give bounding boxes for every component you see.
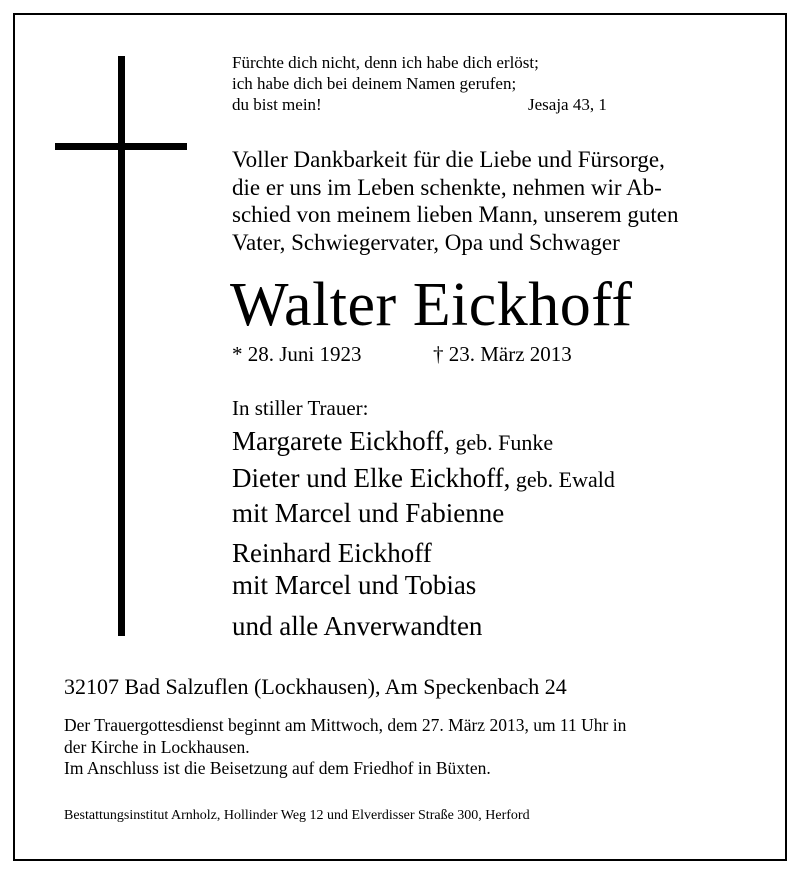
intro-line: Voller Dankbarkeit für die Liebe und Fürsorge,	[232, 147, 665, 172]
mourners-label: In stiller Trauer:	[232, 396, 369, 420]
mourner-name: Margarete Eickhoff,	[232, 426, 450, 456]
intro-text	[232, 146, 678, 256]
verse-line: du bist mein!	[232, 95, 322, 114]
service-line: der Kirche in Lockhausen.	[64, 736, 250, 757]
mourner-line: und alle Anverwandten	[232, 611, 483, 641]
deceased-name: Walter Eickhoff	[230, 271, 633, 339]
mourner-maiden-name: geb. Funke	[449, 430, 554, 455]
service-info	[64, 715, 626, 780]
verse-line: Fürchte dich nicht, denn ich habe dich erlöst;	[232, 53, 539, 72]
service-line: Der Trauergottesdienst beginnt am Mittwoch, dem 27. März 2013, um 11 Uhr in	[64, 715, 627, 735]
intro-line: Vater, Schwiegervater, Opa und Schwager	[232, 229, 620, 255]
mourner-line	[232, 424, 553, 463]
verse-line: ich habe dich bei deinem Namen gerufen;	[232, 74, 517, 93]
address: 32107 Bad Salzuflen (Lockhausen), Am Speckenbach 24	[64, 674, 567, 699]
mourner-line	[232, 461, 615, 500]
bible-verse	[232, 52, 539, 115]
intro-line: die er uns im Leben schenkte, nehmen wir Ab-	[232, 174, 662, 200]
death-date: † 23. März 2013	[433, 342, 572, 366]
verse-reference: Jesaja 43, 1	[528, 95, 607, 114]
mourner-line: mit Marcel und Fabienne	[232, 498, 505, 528]
intro-line: schied von meinem lieben Mann, unserem guten	[232, 202, 679, 227]
cross-horizontal-bar	[55, 143, 187, 150]
mourner-maiden-name: geb. Ewald	[510, 467, 615, 492]
mourner-line: mit Marcel und Tobias	[232, 570, 477, 600]
obituary-notice	[13, 13, 787, 861]
mourner-line: Reinhard Eickhoff	[232, 538, 432, 568]
funeral-home: Bestattungsinstitut Arnholz, Hollinder Weg 12 und Elverdisser Straße 300, Herford	[64, 808, 530, 823]
service-line: Im Anschluss ist die Beisetzung auf dem Friedhof in Büxten.	[64, 758, 491, 778]
birth-date: * 28. Juni 1923	[232, 342, 362, 366]
mourner-name: Dieter und Elke Eickhoff,	[232, 463, 511, 493]
